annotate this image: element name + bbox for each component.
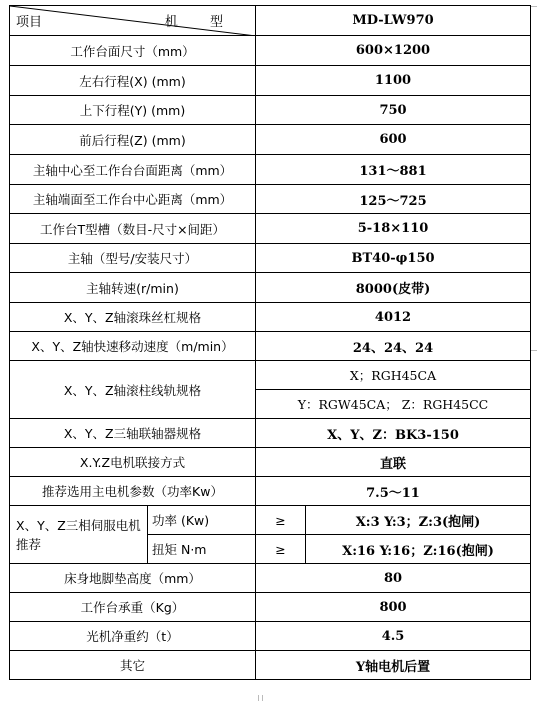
row-value: 125～725 <box>256 185 531 214</box>
row-value: Y轴电机后置 <box>256 651 531 680</box>
row-label: 主轴中心至工作台台面距离（mm） <box>10 155 256 185</box>
row-value: 8000(皮带) <box>256 273 531 303</box>
row-value: 24、24、24 <box>256 332 531 361</box>
rail-label: X、Y、Z轴滚柱线轨规格 <box>10 361 256 419</box>
row-value: 1100 <box>256 66 531 96</box>
row-label: X、Y、Z三轴联轴器规格 <box>10 419 256 448</box>
row-label: 前后行程(Z) (mm) <box>10 125 256 155</box>
row-label: 床身地脚垫高度（mm） <box>10 564 256 593</box>
row-value: BT40-φ150 <box>256 244 531 273</box>
spec-sheet <box>9 5 530 680</box>
header-row <box>10 6 531 36</box>
row-label: 左右行程(X) (mm) <box>10 66 256 96</box>
table-row <box>10 477 531 506</box>
spec-table <box>9 5 531 680</box>
header-model-label: 机 型 <box>164 15 237 30</box>
row-label: 主轴（型号/安装尺寸） <box>10 244 256 273</box>
header-item-label: 项目 <box>16 15 43 30</box>
rail-value-x: X；RGH45CA <box>256 361 531 390</box>
row-label: 工作台T型槽（数目-尺寸×间距） <box>10 214 256 244</box>
table-row <box>10 651 531 680</box>
row-value: 600×1200 <box>256 36 531 66</box>
row-value: 800 <box>256 593 531 622</box>
table-row <box>10 622 531 651</box>
table-row-servo <box>10 506 531 535</box>
row-value: 4012 <box>256 303 531 332</box>
row-label: X.Y.Z电机联接方式 <box>10 448 256 477</box>
row-value: 131～881 <box>256 155 531 185</box>
row-label: 主轴端面至工作台中心距离（mm） <box>10 185 256 214</box>
row-label: 工作台承重（Kg） <box>10 593 256 622</box>
margin-mark <box>531 350 537 351</box>
row-value: 80 <box>256 564 531 593</box>
table-row <box>10 419 531 448</box>
table-row <box>10 36 531 66</box>
servo-power-symbol: ≥ <box>256 506 306 535</box>
servo-power-value: X:3 Y:3；Z:3(抱闸) <box>306 506 531 535</box>
header-diagonal-cell <box>10 6 256 36</box>
row-label: X、Y、Z轴快速移动速度（m/min） <box>10 332 256 361</box>
row-value: 7.5～11 <box>256 477 531 506</box>
servo-power-label: 功率 (Kw) <box>148 506 256 535</box>
rail-value-yz: Y：RGW45CA； Z：RGH45CC <box>256 390 531 419</box>
table-row <box>10 303 531 332</box>
margin-mark <box>262 695 263 701</box>
margin-mark <box>531 6 537 7</box>
table-row <box>10 244 531 273</box>
servo-torque-label: 扭矩 N·m <box>148 535 256 564</box>
table-row <box>10 564 531 593</box>
table-row <box>10 448 531 477</box>
table-row-rail <box>10 361 531 390</box>
row-label: 上下行程(Y) (mm) <box>10 96 256 125</box>
model-name: MD-LW970 <box>256 6 531 36</box>
row-label: 光机净重约（t） <box>10 622 256 651</box>
table-row <box>10 155 531 185</box>
table-row <box>10 96 531 125</box>
row-value: X、Y、Z：BK3-150 <box>256 419 531 448</box>
servo-torque-symbol: ≥ <box>256 535 306 564</box>
row-value: 4.5 <box>256 622 531 651</box>
table-row <box>10 273 531 303</box>
table-row <box>10 125 531 155</box>
row-label: 推荐选用主电机参数（功率Kw） <box>10 477 256 506</box>
row-value: 600 <box>256 125 531 155</box>
servo-label: X、Y、Z三相伺服电机推荐 <box>10 506 148 564</box>
margin-mark <box>258 695 259 701</box>
table-row <box>10 185 531 214</box>
table-row <box>10 214 531 244</box>
servo-torque-value: X:16 Y:16；Z:16(抱闸) <box>306 535 531 564</box>
row-label: X、Y、Z轴滚珠丝杠规格 <box>10 303 256 332</box>
row-label: 工作台面尺寸（mm） <box>10 36 256 66</box>
table-row <box>10 66 531 96</box>
row-value: 750 <box>256 96 531 125</box>
row-value: 直联 <box>256 448 531 477</box>
row-label: 其它 <box>10 651 256 680</box>
row-label: 主轴转速(r/min) <box>10 273 256 303</box>
table-row <box>10 593 531 622</box>
row-value: 5-18×110 <box>256 214 531 244</box>
table-row <box>10 332 531 361</box>
